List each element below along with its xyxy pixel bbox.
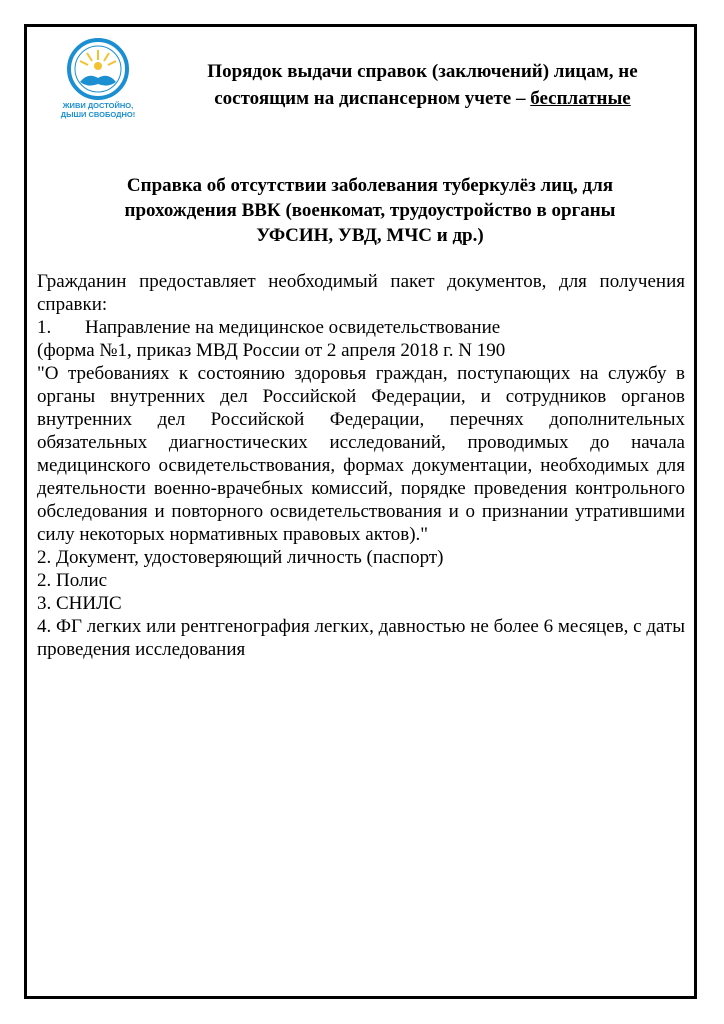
logo-caption-line1: ЖИВИ ДОСТОЙНО, [62, 101, 134, 110]
intro-paragraph: Гражданин предоставляет необходимый пакет документов, для получения справки: [37, 271, 685, 315]
heading-line2: прохождения ВВК (военкомат, трудоустройство в органы [124, 200, 616, 221]
heading-line3: УФСИН, УВД, МЧС и др.) [256, 225, 484, 246]
logo [58, 38, 138, 130]
certificate-heading [60, 173, 680, 248]
list-item-fluorography: 4. ФГ легких или рентгенография легких, давностью не более 6 месяцев, с даты проведения исследования [37, 616, 685, 660]
document-body [37, 270, 685, 661]
page-title [150, 58, 695, 112]
heading-line1: Справка об отсутствии заболевания туберкулёз лиц, для [126, 175, 614, 196]
order-reference: (форма №1, приказ МВД России от 2 апреля 2018 г. N 190 [37, 340, 506, 361]
list-item-1-title: Направление на медицинское освидетельствование [85, 317, 501, 338]
list-item-1-number: 1. [37, 317, 52, 338]
title-line2-text: состоящим на диспансерном учете – [214, 88, 531, 109]
logo-caption-line2: ДЫШИ СВОБОДНО! [60, 109, 136, 119]
free-of-charge-label: бесплатные [530, 88, 631, 109]
list-item-snils: 3. СНИЛС [37, 593, 122, 614]
list-item-policy: 2. Полис [37, 570, 108, 591]
title-line2 [150, 85, 695, 112]
lungs-emblem-icon [58, 38, 138, 102]
list-item-passport: 2. Документ, удостоверяющий личность (паспорт) [37, 547, 444, 568]
order-title-quote: "О требованиях к состоянию здоровья граждан, поступающих на службу в органы внутренних дел Российской Федерации, и сотрудников органов внутренних дел Российской Федерации, перечнях дополнительных обязательных диагностических исследований, проводимых до начала медицинского освидетельствования, формах документации, необходимых для деятельности военно-врачебных комиссий, порядке проведения контрольного обследования и повторного освидетельствования и о признании утратившими силу некоторых нормативных правовых актов)." [37, 363, 685, 545]
list-item-1 [37, 316, 685, 339]
logo-caption [58, 102, 138, 119]
title-line1: Порядок выдачи справок (заключений) лицам, не [207, 61, 638, 82]
